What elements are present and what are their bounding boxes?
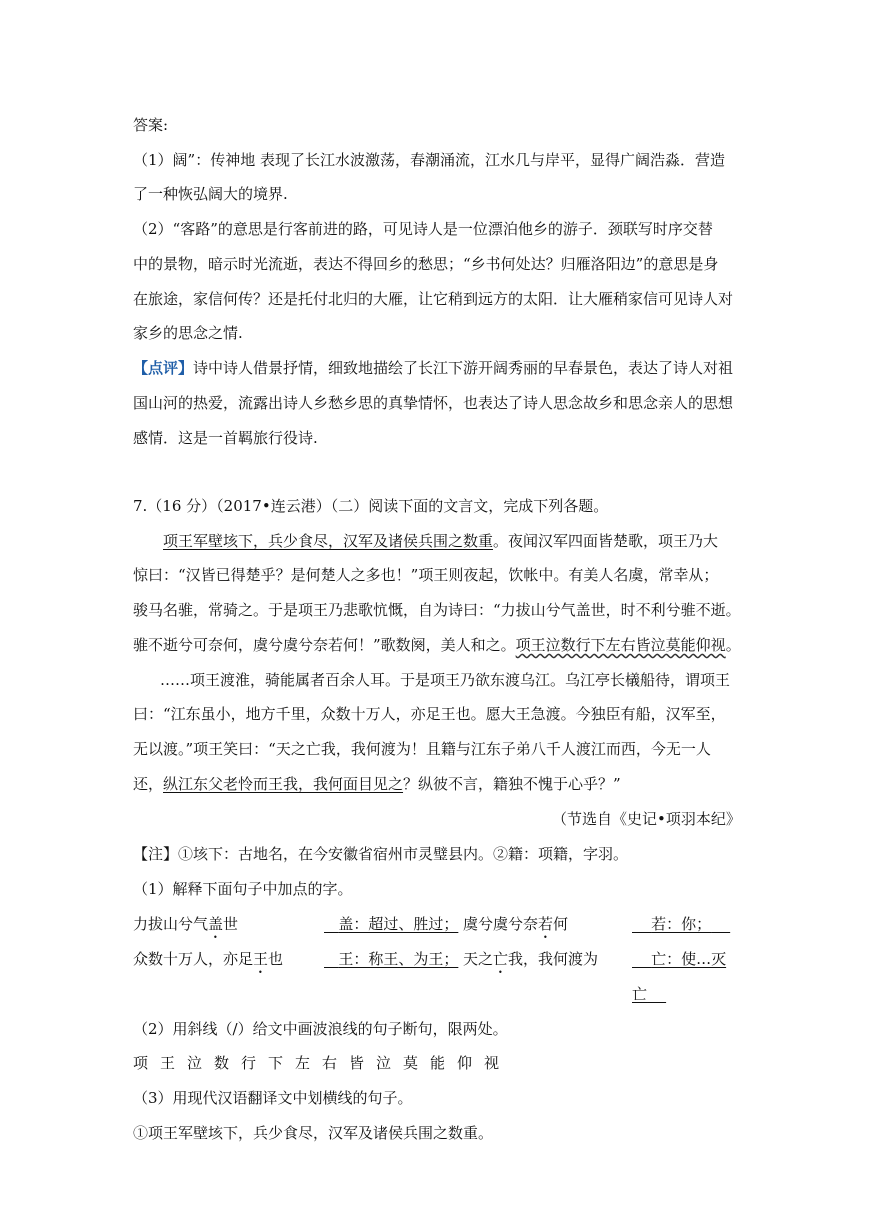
sub-question-2-text: 项王泣数行下左右皆泣莫能仰视 — [133, 1054, 512, 1072]
word-4-answer-line-2 — [632, 983, 666, 1004]
word-1-answer-text: 盖：超过、胜过； — [338, 915, 459, 933]
passage-1-line-1 — [133, 530, 718, 551]
word-1-post: 世 — [223, 915, 239, 933]
word-3-dotted: 王 — [253, 950, 269, 968]
word-4-pre: 天之 — [463, 950, 494, 968]
comment-line-2: 国山河的热爱，流露出诗人乡愁乡思的真挚情怀，也表达了诗人思念故乡和思念亲人的思想 — [133, 394, 734, 412]
passage-2-line-4-rest: ？纵彼不言，籍独不愧于心乎？” — [403, 775, 621, 793]
passage-1-line-1-rest: 。夜闻汉军四面皆楚歌，项王乃大 — [493, 532, 719, 550]
passage-1-line-4 — [133, 634, 741, 655]
passage-2-line-2: 曰：“江东虽小，地方千里，众数十万人，亦足王也。愿大王急渡。今独臣有船，汉军至， — [133, 705, 726, 723]
answer-2-line-1: （2）“客路”的意思是行客前进的路，可见诗人是一位漂泊他乡的游子．颈联写时序交替 — [133, 220, 713, 238]
word-2-answer-text: 若：你； — [651, 915, 712, 933]
word-1-answer — [324, 913, 458, 934]
wavy-sentence: 项王泣数行下左右皆泣莫能仰视 — [515, 636, 726, 654]
comment-tag: 【点评】 — [133, 359, 194, 377]
word-3-pre: 众数十万人，亦足 — [133, 950, 254, 968]
word-4-dotted: 亡 — [493, 950, 509, 968]
sub-question-3: （3）用现代汉语翻译文中划横线的句子。 — [133, 1089, 413, 1107]
comment-line-1 — [133, 357, 733, 378]
passage-2-line-4 — [133, 773, 621, 794]
word-2-pre: 虞兮虞兮奈 — [463, 915, 539, 933]
passage-1-line-4-end: 。 — [725, 636, 741, 654]
passage-1-line-4-pre: 骓不逝兮可奈何，虞兮虞兮奈若何！”歌数阕，美人和之。 — [133, 636, 516, 654]
answer-label: 答案: — [133, 116, 169, 134]
answer-2-line-4: 家乡的思念之情. — [133, 324, 243, 342]
comment-line-3: 感情．这是一首羁旅行役诗. — [133, 429, 318, 447]
note: 【注】①垓下：古地名，在今安徽省宿州市灵璧县内。②籍：项籍，字羽。 — [133, 845, 629, 863]
passage-2-line-4-pre: 还， — [133, 775, 164, 793]
word-1-sentence — [133, 913, 238, 942]
word-2-dotted: 若 — [538, 915, 554, 933]
answer-2-line-2: 中的景物，暗示时光流逝，表达不得回乡的愁思；“乡书何处达？归雁洛阳边”的意思是身 — [133, 255, 719, 273]
sub-question-1: （1）解释下面句子中加点的字。 — [133, 880, 353, 898]
word-2-post: 何 — [553, 915, 569, 933]
word-2-sentence — [463, 913, 568, 942]
word-3-answer-text: 王：称王、为王； — [338, 950, 459, 968]
source-citation: （节选自《史记•项羽本纪》 — [552, 810, 741, 828]
word-3-answer — [324, 948, 458, 969]
word-4-post: 我，我何渡为 — [508, 950, 599, 968]
passage-1-line-3: 骏马名骓，常骑之。于是项王乃悲歌忼慨，自为诗曰：“力拔山兮气盖世，时不利兮骓不逝。 — [133, 601, 741, 619]
sub-question-2: （2）用斜线（/）给文中画波浪线的句子断句，限两处。 — [133, 1020, 508, 1038]
word-1-pre: 力拔山兮气 — [133, 915, 209, 933]
answer-1-line-2: 了一种恢弘阔大的境界. — [133, 185, 288, 203]
underlined-sentence-2: 纵江东父老怜而王我，我何面目见之 — [163, 775, 404, 793]
answer-2-line-3: 在旅途，家信何传？还是托付北归的大雁，让它稍到远方的太阳．让大雁稍家信可见诗人对 — [133, 290, 734, 308]
underlined-sentence-1: 项王军壁垓下，兵少食尽，汉军及诸侯兵围之数重 — [163, 532, 494, 550]
sub-question-3-item-1: ①项王军壁垓下，兵少食尽，汉军及诸侯兵围之数重。 — [133, 1124, 494, 1142]
word-2-answer — [632, 913, 730, 934]
word-4-sentence — [463, 948, 598, 977]
word-4-answer-line-1 — [632, 948, 726, 969]
answer-1-line-1: （1）阔”：传神地 表现了长江水波激荡，春潮涌流，江水几与岸平，显得广阔浩淼．营造 — [133, 151, 725, 169]
question-7-header: 7.（16 分）（2017•连云港）（二）阅读下面的文言文，完成下列各题。 — [133, 497, 609, 515]
word-4-answer-text-2: 亡 — [632, 985, 648, 1003]
word-1-dotted: 盖 — [208, 915, 224, 933]
word-3-sentence — [133, 948, 283, 977]
passage-2-line-3: 无以渡。”项王笑曰：“天之亡我，我何渡为！且籍与江东子弟八千人渡江而西，今无一人 — [133, 740, 711, 758]
word-3-post: 也 — [268, 950, 284, 968]
passage-2-line-1: ……项王渡淮，骑能属者百余人耳。于是项王乃欲东渡乌江。乌江亭长檥船待，谓项王 — [160, 671, 731, 689]
passage-1-line-2: 惊曰：“汉皆已得楚乎？是何楚人之多也！”项王则夜起，饮帐中。有美人名虞，常幸从； — [133, 566, 719, 584]
comment-text-1: 诗中诗人借景抒情，细致地描绘了长江下游开阔秀丽的早春景色，表达了诗人对祖 — [193, 359, 734, 377]
word-4-answer-text-1: 亡：使…灭 — [651, 950, 727, 968]
